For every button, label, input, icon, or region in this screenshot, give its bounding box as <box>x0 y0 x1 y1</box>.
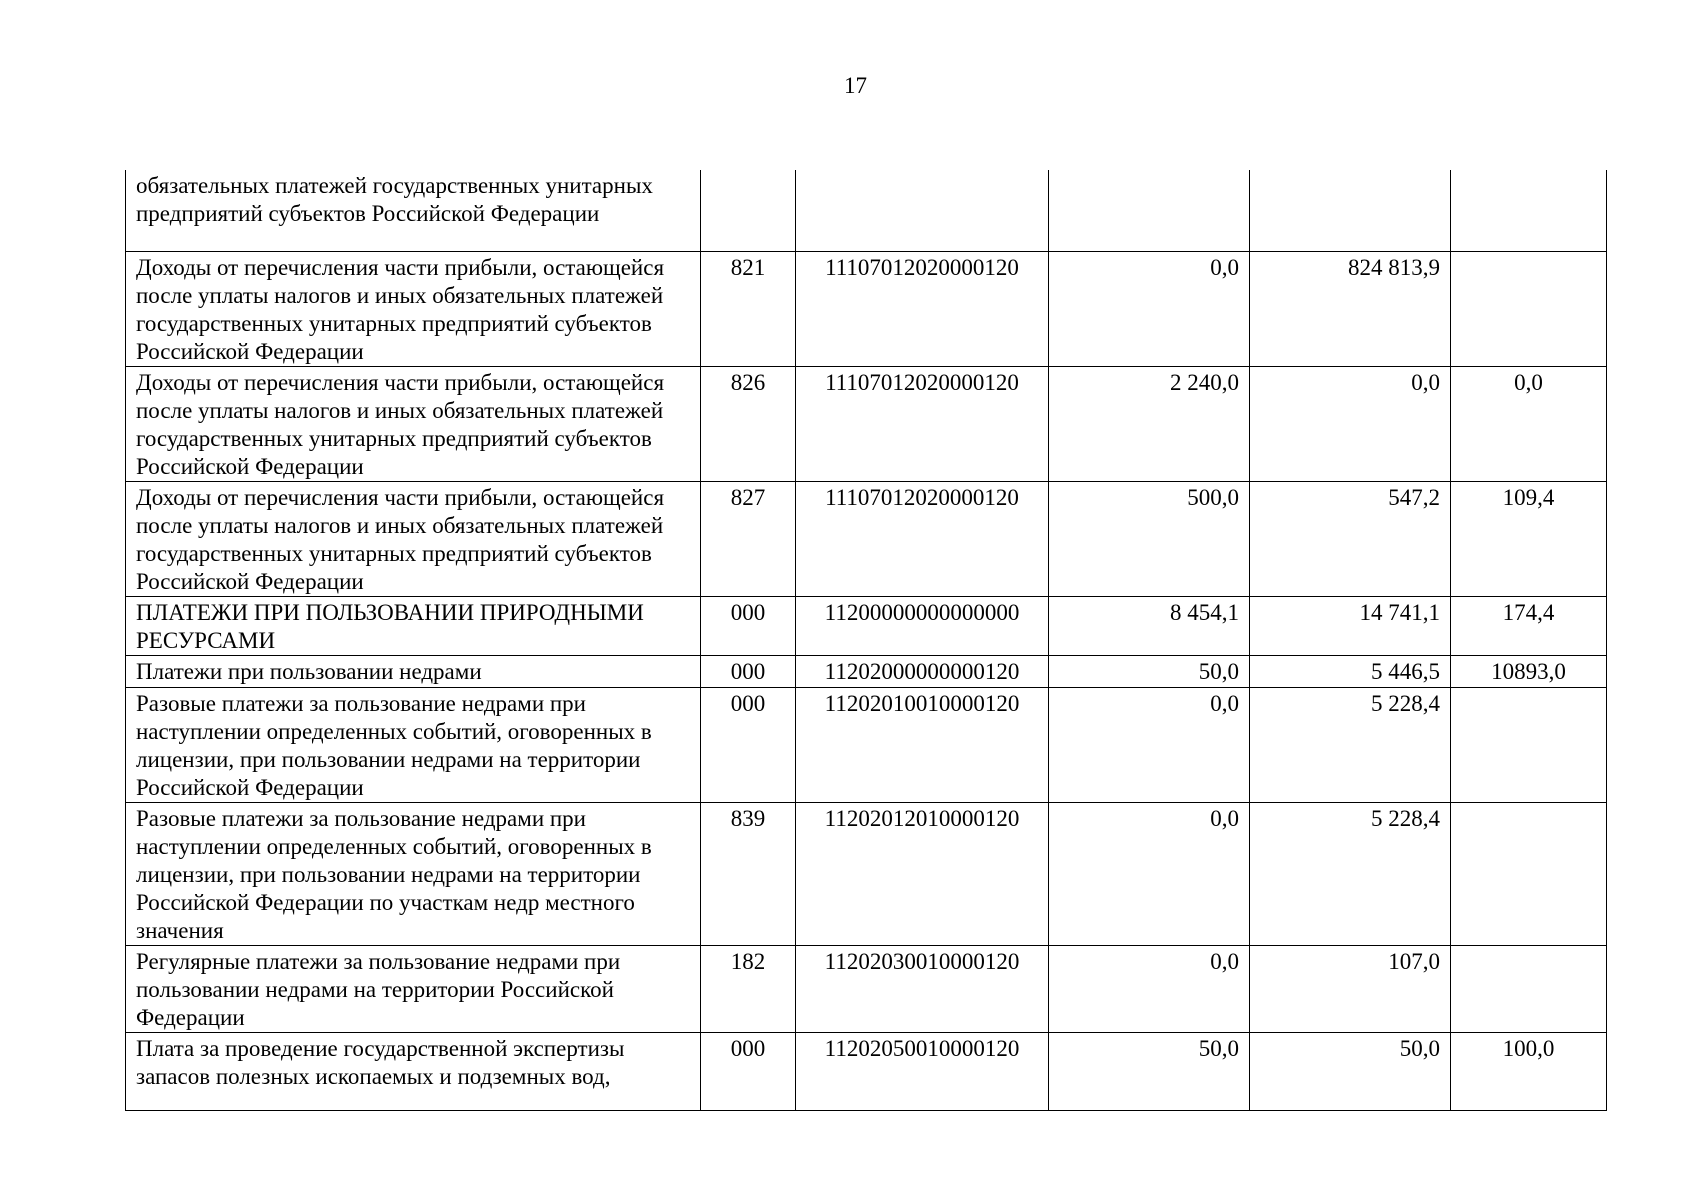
row-name: Платежи при пользовании недрами <box>126 655 701 687</box>
row-percent: 100,0 <box>1451 1032 1607 1110</box>
table-row <box>126 366 1607 481</box>
row-plan: 0,0 <box>1049 687 1250 802</box>
row-admin-code: 821 <box>701 251 796 366</box>
row-percent: 109,4 <box>1451 481 1607 596</box>
row-plan: 0,0 <box>1049 945 1250 1032</box>
row-plan: 0,0 <box>1049 251 1250 366</box>
table-row <box>126 251 1607 366</box>
table-row <box>126 655 1607 687</box>
row-plan: 500,0 <box>1049 481 1250 596</box>
row-name: Доходы от перечисления части прибыли, остающейся после уплаты налогов и иных обязательных платежей государственных унитарных предприятий субъектов Российской Федерации <box>126 366 701 481</box>
row-percent <box>1451 170 1607 251</box>
row-actual: 824 813,9 <box>1250 251 1451 366</box>
row-name: Разовые платежи за пользование недрами при наступлении определенных событий, оговоренных в лицензии, при пользовании недрами на территории Российской Федерации <box>126 687 701 802</box>
row-name: Доходы от перечисления части прибыли, остающейся после уплаты налогов и иных обязательных платежей государственных унитарных предприятий субъектов Российской Федерации <box>126 481 701 596</box>
row-budget-code: 11107012020000120 <box>796 481 1049 596</box>
row-plan: 50,0 <box>1049 655 1250 687</box>
row-percent <box>1451 251 1607 366</box>
row-percent: 0,0 <box>1451 366 1607 481</box>
row-admin-code: 839 <box>701 802 796 945</box>
row-plan: 50,0 <box>1049 1032 1250 1110</box>
row-budget-code: 11202050010000120 <box>796 1032 1049 1110</box>
row-plan: 2 240,0 <box>1049 366 1250 481</box>
row-budget-code: 11202000000000120 <box>796 655 1049 687</box>
table-row <box>126 687 1607 802</box>
page-number: 17 <box>844 73 867 98</box>
row-name: ПЛАТЕЖИ ПРИ ПОЛЬЗОВАНИИ ПРИРОДНЫМИ РЕСУРСАМИ <box>126 596 701 655</box>
row-admin-code: 182 <box>701 945 796 1032</box>
row-budget-code: 11107012020000120 <box>796 251 1049 366</box>
row-percent: 174,4 <box>1451 596 1607 655</box>
row-name: Разовые платежи за пользование недрами при наступлении определенных событий, оговоренных в лицензии, при пользовании недрами на территории Российской Федерации по участкам недр местного значения <box>126 802 701 945</box>
row-actual: 107,0 <box>1250 945 1451 1032</box>
row-admin-code: 827 <box>701 481 796 596</box>
row-budget-code: 11200000000000000 <box>796 596 1049 655</box>
row-percent <box>1451 802 1607 945</box>
row-admin-code: 826 <box>701 366 796 481</box>
row-budget-code: 11202010010000120 <box>796 687 1049 802</box>
row-admin-code: 000 <box>701 1032 796 1110</box>
table-row <box>126 481 1607 596</box>
row-budget-code <box>796 170 1049 251</box>
table-row <box>126 596 1607 655</box>
row-percent <box>1451 687 1607 802</box>
row-actual <box>1250 170 1451 251</box>
row-percent <box>1451 945 1607 1032</box>
row-actual: 5 228,4 <box>1250 802 1451 945</box>
table-row <box>126 170 1607 251</box>
row-actual: 5 228,4 <box>1250 687 1451 802</box>
row-plan: 0,0 <box>1049 802 1250 945</box>
row-name: Плата за проведение государственной экспертизы запасов полезных ископаемых и подземных вод, <box>126 1032 701 1110</box>
table-row <box>126 1032 1607 1110</box>
row-budget-code: 11202012010000120 <box>796 802 1049 945</box>
row-admin-code: 000 <box>701 687 796 802</box>
row-admin-code: 000 <box>701 596 796 655</box>
row-budget-code: 11107012020000120 <box>796 366 1049 481</box>
row-actual: 0,0 <box>1250 366 1451 481</box>
row-actual: 50,0 <box>1250 1032 1451 1110</box>
row-name: обязательных платежей государственных унитарных предприятий субъектов Российской Федерации <box>126 170 701 251</box>
row-name: Доходы от перечисления части прибыли, остающейся после уплаты налогов и иных обязательных платежей государственных унитарных предприятий субъектов Российской Федерации <box>126 251 701 366</box>
row-plan: 8 454,1 <box>1049 596 1250 655</box>
row-percent: 10893,0 <box>1451 655 1607 687</box>
row-actual: 5 446,5 <box>1250 655 1451 687</box>
row-actual: 14 741,1 <box>1250 596 1451 655</box>
row-budget-code: 11202030010000120 <box>796 945 1049 1032</box>
row-actual: 547,2 <box>1250 481 1451 596</box>
revenue-table <box>125 170 1607 1111</box>
table-row <box>126 802 1607 945</box>
row-plan <box>1049 170 1250 251</box>
table-row <box>126 945 1607 1032</box>
row-admin-code <box>701 170 796 251</box>
row-name: Регулярные платежи за пользование недрами при пользовании недрами на территории Российской Федерации <box>126 945 701 1032</box>
row-admin-code: 000 <box>701 655 796 687</box>
